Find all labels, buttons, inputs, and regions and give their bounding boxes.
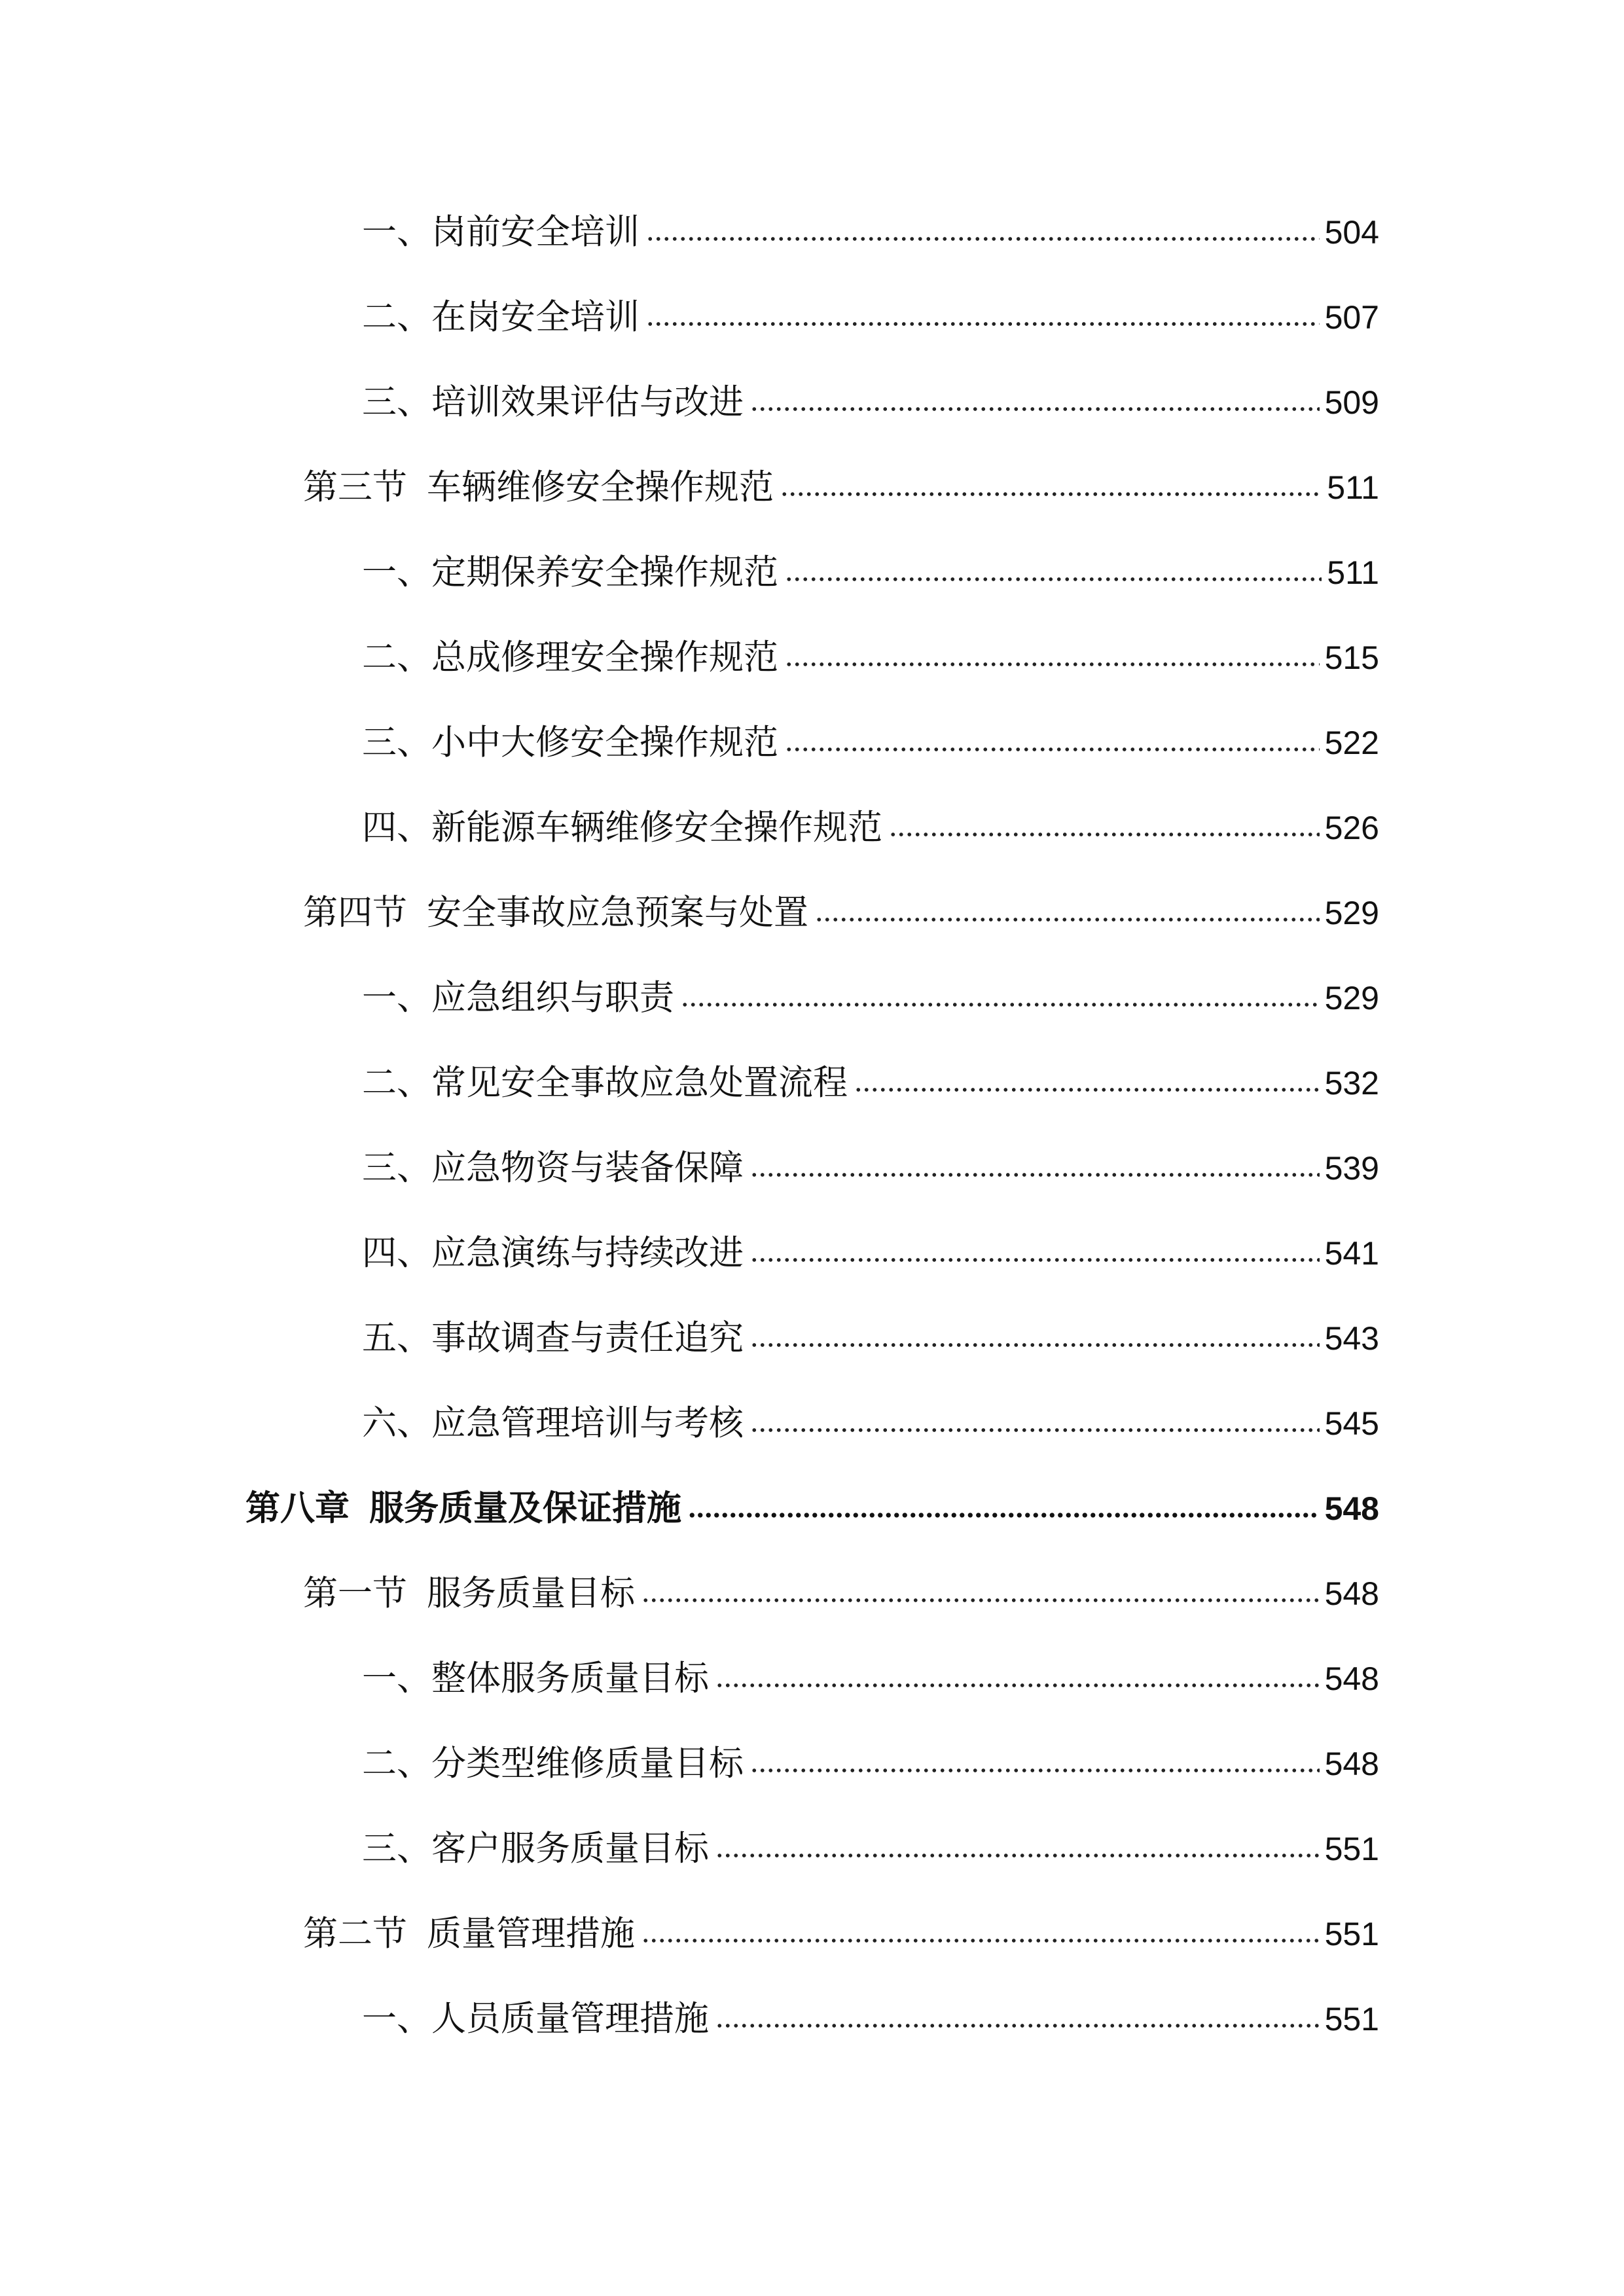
toc-entry-number: 二、	[362, 297, 431, 337]
toc-page-number: 543	[1324, 1320, 1379, 1357]
toc-entry[interactable]	[362, 1145, 1379, 1191]
toc-page-number: 539	[1324, 1150, 1379, 1187]
toc-page-number: 545	[1324, 1405, 1379, 1442]
toc-entry-title: 常见安全事故应急处置流程	[431, 1063, 848, 1103]
toc-entry-title: 应急物资与装备保障	[431, 1148, 744, 1188]
toc-entry-title: 应急演练与持续改进	[431, 1233, 744, 1273]
toc-page-number: 515	[1324, 639, 1379, 676]
toc-entry-title: 总成修理安全操作规范	[431, 637, 778, 677]
toc-entry-title: 整体服务质量目标	[431, 1659, 709, 1698]
dot-leader	[641, 1596, 1320, 1605]
toc-page-number: 532	[1324, 1065, 1379, 1102]
toc-page-number: 548	[1324, 1746, 1379, 1782]
dot-leader	[750, 1170, 1320, 1179]
toc-entry-title: 安全事故应急预案与处置	[427, 893, 808, 933]
toc-entry-title: 人员质量管理措施	[431, 1999, 709, 2039]
toc-entry-number: 二、	[362, 1063, 431, 1103]
toc-entry[interactable]	[362, 550, 1379, 596]
dot-leader	[750, 404, 1320, 414]
toc-page-number: 551	[1324, 1916, 1379, 1952]
toc-entry-title: 在岗安全培训	[431, 297, 640, 337]
dot-leader	[750, 1255, 1320, 1265]
toc-page-number: 551	[1324, 1831, 1379, 1867]
toc-entry[interactable]	[362, 1060, 1379, 1106]
dot-leader	[715, 1851, 1320, 1860]
dot-leader	[785, 660, 1320, 669]
dot-leader	[681, 1000, 1320, 1009]
toc-entry-number: 第三节	[303, 467, 407, 507]
dot-leader	[785, 575, 1322, 584]
dot-leader	[854, 1085, 1320, 1094]
toc-entry-title: 车辆维修安全操作规范	[427, 467, 774, 507]
dot-leader	[780, 490, 1322, 499]
toc-page-number: 526	[1324, 810, 1379, 846]
toc-entry[interactable]	[362, 1996, 1379, 2042]
toc-entry-number: 一、	[362, 212, 431, 252]
toc-entry[interactable]	[362, 1826, 1379, 1872]
toc-page-number: 551	[1324, 2001, 1379, 2037]
toc-entry-number: 第二节	[303, 1914, 407, 1954]
toc-entry[interactable]	[362, 1741, 1379, 1787]
toc-entry[interactable]	[362, 295, 1379, 340]
toc-entry[interactable]	[362, 635, 1379, 681]
toc-entry[interactable]	[362, 1230, 1379, 1276]
toc-entry[interactable]	[303, 1571, 1379, 1617]
toc-entry[interactable]	[303, 465, 1379, 511]
toc-entry-number: 三、	[362, 723, 431, 762]
toc-entry-title: 新能源车辆维修安全操作规范	[431, 808, 882, 848]
toc-entry-number: 第四节	[303, 893, 407, 933]
toc-entry[interactable]	[362, 1401, 1379, 1446]
toc-page-number: 548	[1324, 1660, 1379, 1697]
toc-entry[interactable]	[362, 720, 1379, 766]
dot-leader	[715, 1681, 1320, 1690]
dot-leader	[715, 2021, 1320, 2030]
toc-entry[interactable]	[362, 1316, 1379, 1361]
toc-entry-title: 服务质量目标	[427, 1573, 635, 1613]
dot-leader	[750, 1340, 1320, 1350]
toc-entry[interactable]	[362, 975, 1379, 1021]
toc-entry-title: 服务质量及保证措施	[369, 1488, 681, 1528]
dot-leader	[815, 915, 1320, 924]
toc-entry-number: 三、	[362, 382, 431, 422]
toc-page-number: 548	[1324, 1575, 1379, 1612]
toc-page-number: 529	[1324, 895, 1379, 931]
toc-page-number: 511	[1327, 469, 1379, 506]
dot-leader	[688, 1511, 1320, 1520]
toc-entry-number: 三、	[362, 1829, 431, 1869]
dot-leader	[750, 1766, 1320, 1775]
toc-entry-number: 一、	[362, 1999, 431, 2039]
toc-entry-number: 一、	[362, 978, 431, 1018]
dot-leader	[641, 1936, 1320, 1945]
toc-page-number: 541	[1324, 1235, 1379, 1272]
toc-entry-number: 四、	[362, 808, 431, 848]
toc-entry[interactable]	[362, 805, 1379, 851]
toc-entry[interactable]	[303, 1911, 1379, 1957]
toc-page-number: 529	[1324, 980, 1379, 1016]
toc-page-number: 509	[1324, 384, 1379, 421]
toc-entry-number: 三、	[362, 1148, 431, 1188]
toc-entry-title: 应急管理培训与考核	[431, 1403, 744, 1443]
toc-entry-number: 一、	[362, 1659, 431, 1698]
toc-entry-title: 培训效果评估与改进	[431, 382, 744, 422]
toc-entry[interactable]	[362, 1656, 1379, 1702]
toc-entry-title: 岗前安全培训	[431, 212, 640, 252]
toc-entry-number: 第一节	[303, 1573, 407, 1613]
toc-entry[interactable]	[303, 890, 1379, 936]
toc-entry-title: 应急组织与职责	[431, 978, 674, 1018]
toc-page-number: 504	[1324, 214, 1379, 251]
toc-entry-title: 质量管理措施	[427, 1914, 635, 1954]
toc-entry-number: 第八章	[245, 1488, 350, 1528]
toc-entry-number: 六、	[362, 1403, 431, 1443]
dot-leader	[750, 1426, 1320, 1435]
toc-entry[interactable]	[362, 209, 1379, 255]
toc-page-number: 507	[1324, 299, 1379, 336]
toc-entry-number: 四、	[362, 1233, 431, 1273]
toc-page-number: 548	[1324, 1490, 1379, 1527]
toc-page-number: 522	[1324, 725, 1379, 761]
toc-entry-title: 分类型维修质量目标	[431, 1744, 744, 1784]
toc-entry-title: 事故调查与责任追究	[431, 1318, 744, 1358]
toc-page-number: 511	[1327, 554, 1379, 591]
toc-entry-number: 二、	[362, 637, 431, 677]
dot-leader	[889, 830, 1320, 839]
dot-leader	[785, 745, 1320, 754]
toc-entry-number: 五、	[362, 1318, 431, 1358]
toc-entry[interactable]	[362, 380, 1379, 425]
toc-entry-chapter[interactable]	[245, 1486, 1379, 1532]
dot-leader	[646, 234, 1320, 243]
dot-leader	[646, 319, 1320, 329]
toc-entry-number: 一、	[362, 552, 431, 592]
toc-entry-title: 小中大修安全操作规范	[431, 723, 778, 762]
toc-entry-number: 二、	[362, 1744, 431, 1784]
toc-entry-title: 客户服务质量目标	[431, 1829, 709, 1869]
toc-entry-title: 定期保养安全操作规范	[431, 552, 778, 592]
